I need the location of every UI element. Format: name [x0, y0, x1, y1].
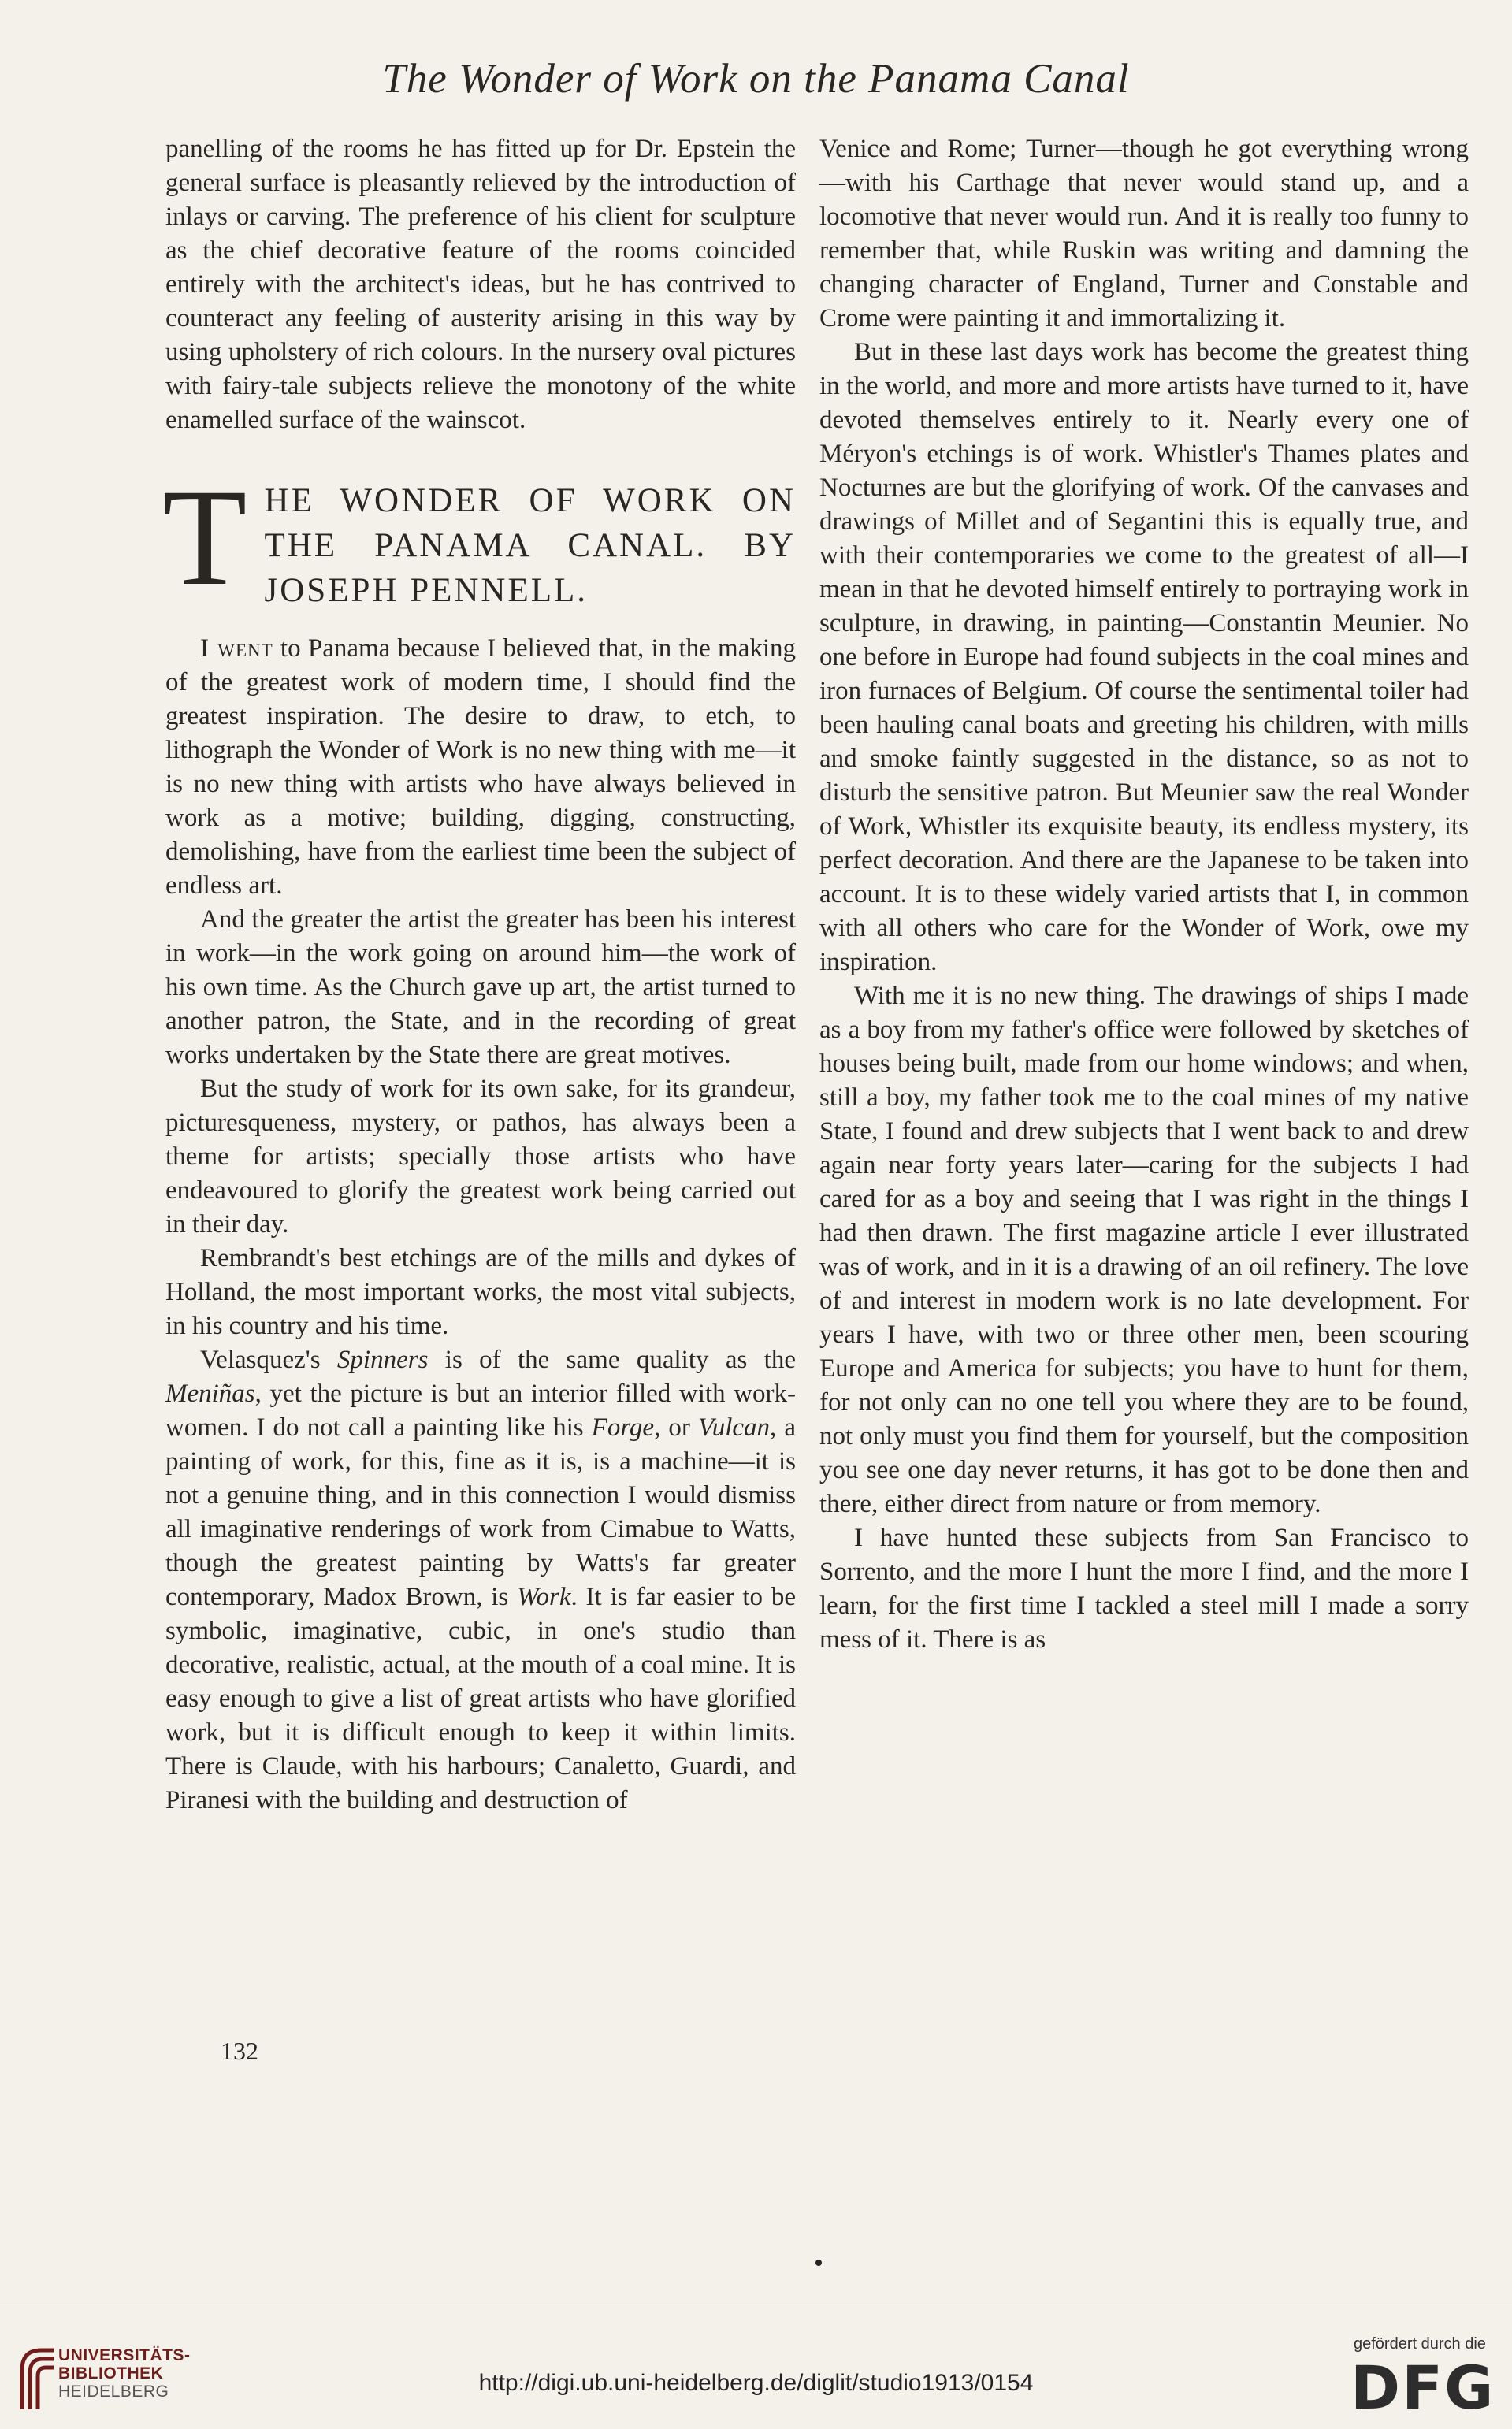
digitization-footer [0, 2301, 1512, 2429]
library-name-line: BIBLIOTHEK [58, 2364, 164, 2383]
body-paragraph: But the study of work for its own sake, for its grandeur, picturesqueness, mystery, or pathos, has always been a theme for artists; specially those artists who have endeavoured to glorify the greatest work being carried out in their day. [165, 1075, 796, 1239]
decorative-dot [815, 2260, 822, 2266]
body-paragraph: Rembrandt's best etchings are of the mills and dykes of Holland, the most important works, the most vital subjects, in his country and his time. [165, 1244, 796, 1340]
italic-title: Vulcan [697, 1413, 771, 1442]
library-name-line: HEIDELBERG [58, 2383, 169, 2401]
body-paragraph [165, 1343, 796, 1818]
paragraph-text: Velasquez's [200, 1346, 337, 1374]
running-head: The Wonder of Work on the Panama Canal [382, 56, 1130, 102]
continued-paragraph: panelling of the rooms he has fitted up for Dr. Epstein the general surface is pleasantly relieved by the introduction of inlays or carving. The preference of his client for sculpture as the chief decorative feature of the rooms coincided entirely with the architect's ideas, but he has contrived to counteract any feeling of austerity arising in this way by using upholstery of rich colours. In the nursery oval pictures with fairy-tale subjects relieve the monotony of the white enamelled surface of the wainscot. [165, 135, 796, 434]
article-title [162, 461, 796, 615]
body-paragraph: And the greater the artist the greater has been his interest in work—in the work going on around him—the work of his own time. As the Church gave up art, the artist turned to another patron, the State, and in the recording of great works undertaken by the State there are great motives. [165, 905, 796, 1069]
italic-title: Spinners [336, 1346, 429, 1374]
paragraph-text: is of the same quality as the [428, 1346, 797, 1374]
body-paragraph: Venice and Rome; Turner—though he got everything wrong—with his Carthage that never would stand up, and a locomotive that never would run. And it is really too funny to remember that, while Ruskin was writing and damning the changing character of England, Turner and Constable and Crome were painting it and immortalizing it. [819, 135, 1469, 332]
dfg-logo: DFG [1350, 2353, 1495, 2423]
left-column [162, 132, 797, 1818]
source-url-link[interactable]: http://digi.ub.uni-heidelberg.de/diglit/studio1913/0154 [478, 2370, 1034, 2396]
body-paragraph: With me it is no new thing. The drawings of ships I made as a boy from my father's office were followed by sketches of houses being built, made from our home windows; and when, still a boy, my father took me to the coal mines of my native State, I found and drew subjects that I went back to and drew again near forty years later—caring for the subjects I had cared for as a boy and seeing that I was right in the things I had then drawn. The first magazine article I ever illustrated was of work, and in it is a drawing of an oil refinery. The love of and interest in modern work is no late development. For years I have, with two or three other men, been scouring Europe and America for subjects; you have to hunt for them, for not only can no one tell you where they are to be found, not only must you find them for yourself, but the composition you see one day never returns, it has got to be done then and there, either direct from nature or from memory. [819, 982, 1469, 1518]
paragraph-text: to Panama because I believed that, in the making of the greatest work of modern time, I should find the greatest inspiration. The desire to draw, to etch, to lithograph the Wonder of Work is no new thing with me—it is no new thing with artists who have always believed in work as a motive; building, digging, constructing, demolishing, have from the earliest time been the subject of endless art. [165, 634, 797, 900]
italic-title: Forge [591, 1413, 655, 1442]
body-paragraph: I have hunted these subjects from San Francisco to Sorrento, and the more I hunt the more I find, and the more I learn, for the first time I tackled a steel mill I made a sorry mess of it. There is as [819, 1524, 1469, 1654]
paragraph-text: , a painting of work, for this, fine as it is, is a machine—it is not a genuine thing, and in this connection I would dismiss all imaginative renderings of work from Cimabue to Watts, though the greatest painting by Watts's far greater contemporary, Madox Brown, is [165, 1413, 796, 1611]
page-number: 132 [221, 2037, 258, 2065]
funding-caption: gefördert durch die [1354, 2335, 1486, 2353]
paragraph-text: , or [654, 1413, 698, 1442]
drop-cap: T [162, 461, 247, 615]
italic-title: Meniñas [165, 1380, 255, 1408]
paragraph-text: . It is far easier to be symbolic, imaginative, cubic, in one's studio than decorative, realistic, actual, at the mouth of a coal mine. It is easy enough to give a list of great artists who have glorified work, but it is difficult enough to keep it within limits. There is Claude, with his harbours; Canaletto, Guardi, and Piranesi with the building and destruction of [165, 1583, 796, 1814]
library-name-line: UNIVERSITÄTS- [58, 2346, 191, 2364]
body-paragraph [165, 632, 796, 903]
body-paragraph: But in these last days work has become the greatest thing in the world, and more and more artists have turned to it, have devoted themselves entirely to it. Nearly every one of Méryon's etchings is of work. Whistler's Thames plates and Nocturnes are but the glorifying of work. Of the canvases and drawings of Millet and of Segantini this is equally true, and with their contemporaries we come to the greatest of all—I mean in that he devoted himself entirely to portraying work in sculpture, in drawing, in painting—Constantin Meunier. No one before in Europe had found subjects in the coal mines and iron furnaces of Belgium. Of course the sentimental toiler had been hauling canal boats and greeting his children, with mills and smoke faintly suggested in the distance, so as not to disturb the sensitive patron. But Meunier saw the real Wonder of Work, Whistler its exquisite beauty, its endless mystery, its perfect decoration. And there are the Japanese to be taken into account. It is to these widely varied artists that I, in common with all others who care for the Wonder of Work, owe my inspiration. [819, 338, 1469, 976]
right-column [819, 132, 1469, 1657]
opening-smallcaps: I went [200, 634, 273, 663]
italic-title: Work [517, 1583, 571, 1611]
article-title-text: HE WONDER OF WORK ON THE PANAMA CANAL. BY JOSEPH PENNELL. [264, 482, 796, 609]
paragraph-text: , yet the picture is but an interior filled with work-women. I do not call a painting like his [165, 1380, 796, 1442]
